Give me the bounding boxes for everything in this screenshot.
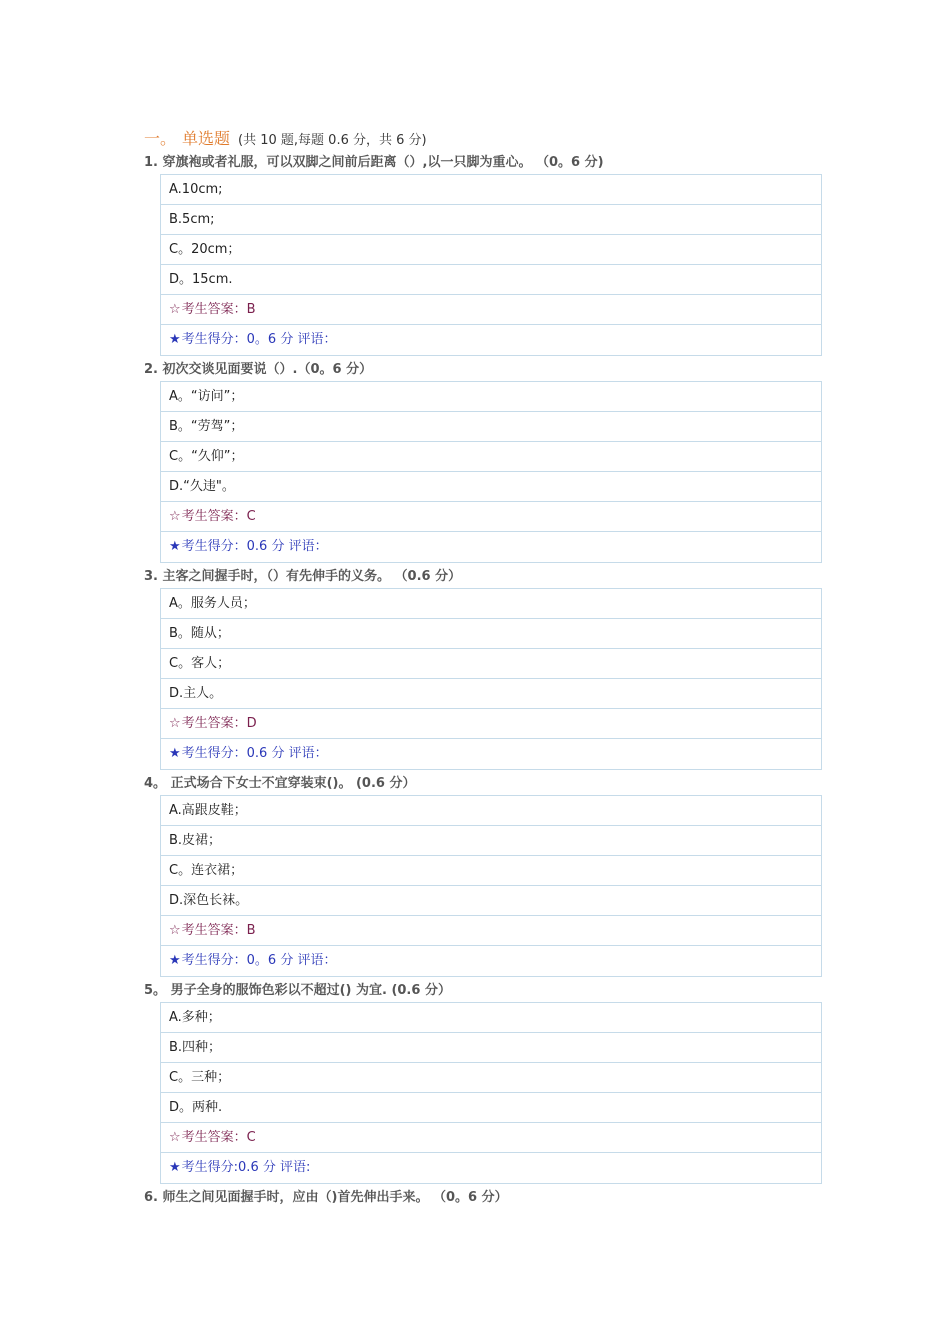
option-c: C。20cm； <box>161 235 821 265</box>
score-row <box>161 1153 821 1183</box>
option-d: D。15cm. <box>161 265 821 295</box>
question-title: 1. 穿旗袍或者礼服，可以双脚之间前后距离（）,以一只脚为重心。 （0。6 分) <box>144 155 604 170</box>
question-6 <box>144 1187 824 1209</box>
filled-star-icon: ★ <box>169 539 181 554</box>
option-a: A.10cm; <box>161 175 821 205</box>
option-d: D.“久违"。 <box>161 472 821 502</box>
question-5 <box>144 980 824 1184</box>
option-a: A。“访问”； <box>161 382 821 412</box>
option-c: C。三种； <box>161 1063 821 1093</box>
answer-row <box>161 916 821 946</box>
score-row <box>161 739 821 769</box>
section-header <box>144 126 427 149</box>
option-c: C。“久仰”； <box>161 442 821 472</box>
filled-star-icon: ★ <box>169 332 181 347</box>
student-score: 考生得分：0.6 分 评语： <box>181 539 328 554</box>
student-score: 考生得分:0.6 分 评语: <box>181 1160 311 1175</box>
student-answer: 考生答案：C <box>181 1130 256 1145</box>
section-number: 一。 <box>144 129 177 148</box>
option-a: A.高跟皮鞋； <box>161 796 821 826</box>
filled-star-icon: ★ <box>169 746 181 761</box>
question-title: 2. 初次交谈见面要说（）.（0。6 分） <box>144 362 373 377</box>
question-3 <box>144 566 824 770</box>
option-a: A。服务人员； <box>161 589 821 619</box>
hollow-star-icon: ☆ <box>169 923 181 938</box>
score-row <box>161 325 821 355</box>
question-title: 3. 主客之间握手时，（）有先伸手的义务。 （0.6 分） <box>144 569 462 584</box>
question-4 <box>144 773 824 977</box>
question-title: 4。 正式场合下女士不宜穿装束()。 (0.6 分） <box>144 776 416 791</box>
answer-row <box>161 709 821 739</box>
option-b: B.5cm; <box>161 205 821 235</box>
option-c: C。连衣裙； <box>161 856 821 886</box>
section-description: (共 10 题,每题 0.6 分，共 6 分) <box>238 133 427 148</box>
student-answer: 考生答案：C <box>181 509 256 524</box>
question-title: 5。 男子全身的服饰色彩以不超过() 为宜. (0.6 分） <box>144 983 451 998</box>
options-box <box>160 795 822 977</box>
filled-star-icon: ★ <box>169 1160 181 1175</box>
answer-row <box>161 502 821 532</box>
option-a: A.多种； <box>161 1003 821 1033</box>
question-2 <box>144 359 824 563</box>
options-box <box>160 381 822 563</box>
option-b: B.四种； <box>161 1033 821 1063</box>
hollow-star-icon: ☆ <box>169 716 181 731</box>
section-name: 单选题 <box>182 129 231 148</box>
filled-star-icon: ★ <box>169 953 181 968</box>
hollow-star-icon: ☆ <box>169 302 181 317</box>
option-d: D。两种. <box>161 1093 821 1123</box>
option-d: D.主人。 <box>161 679 821 709</box>
student-score: 考生得分：0.6 分 评语： <box>181 746 328 761</box>
option-b: B。随从； <box>161 619 821 649</box>
student-score: 考生得分：0。6 分 评语： <box>181 332 337 347</box>
student-answer: 考生答案：B <box>181 302 256 317</box>
options-box <box>160 1002 822 1184</box>
option-d: D.深色长袜。 <box>161 886 821 916</box>
score-row <box>161 946 821 976</box>
student-answer: 考生答案：B <box>181 923 256 938</box>
answer-row <box>161 295 821 325</box>
student-score: 考生得分：0。6 分 评语： <box>181 953 337 968</box>
student-answer: 考生答案：D <box>181 716 257 731</box>
question-title: 6. 师生之间见面握手时，应由（)首先伸出手来。 （0。6 分） <box>144 1190 508 1205</box>
question-1 <box>144 152 824 356</box>
option-b: B。“劳驾”； <box>161 412 821 442</box>
score-row <box>161 532 821 562</box>
answer-row <box>161 1123 821 1153</box>
hollow-star-icon: ☆ <box>169 509 181 524</box>
option-c: C。客人； <box>161 649 821 679</box>
option-b: B.皮裙； <box>161 826 821 856</box>
options-box <box>160 174 822 356</box>
options-box <box>160 588 822 770</box>
hollow-star-icon: ☆ <box>169 1130 181 1145</box>
